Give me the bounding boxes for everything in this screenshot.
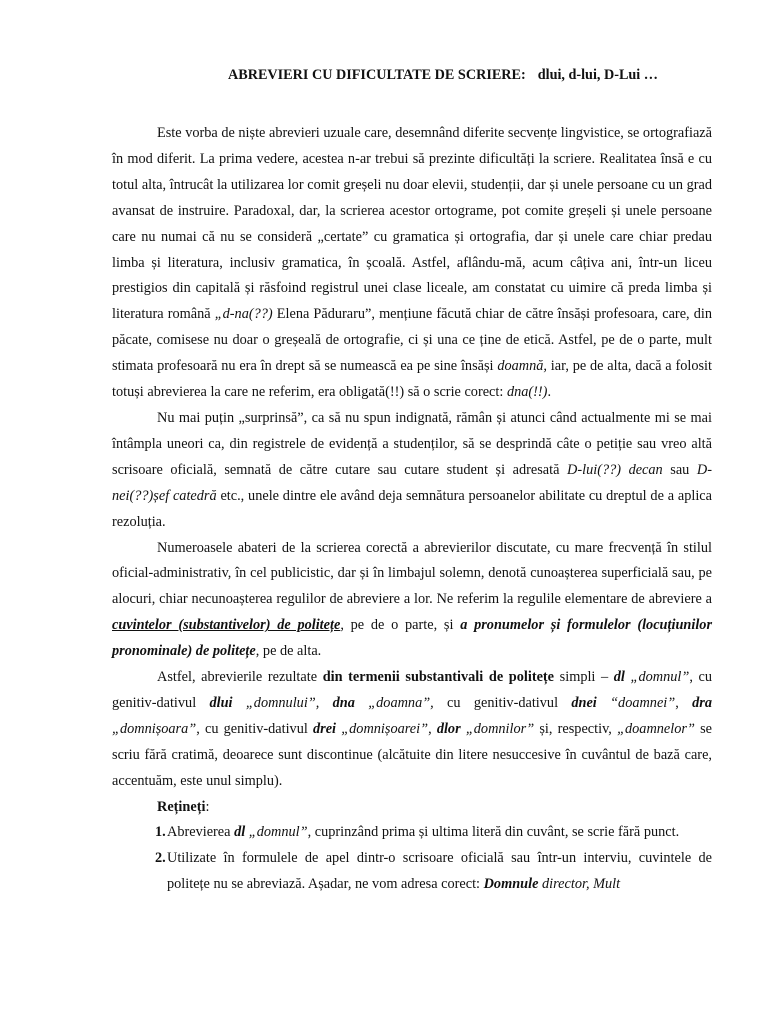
text: Elena Păduraru”, mențiune făcută chiar de către însăși profesoara, care, din păcate, comisese nu doar o greșeală de ortografie, ci și una ce ține de etică. Astfel, pe de o parte, mult stimata profesoară nu era în drept să se numească ea pe sine însăși [112, 306, 712, 375]
text: și, respectiv, [534, 720, 618, 737]
italic-text: dna(!!) [506, 384, 548, 401]
text: . [547, 384, 552, 401]
text: , [428, 720, 437, 737]
italic-text: „domnul” [245, 824, 308, 841]
paragraph-2 [112, 406, 712, 536]
text: cu genitiv-dativul [433, 694, 572, 711]
list-number: 1. [155, 824, 166, 841]
list-item [112, 846, 712, 898]
italic-text: “doamnei” [596, 694, 676, 711]
text: , cuprinzând prima și ultima literă din cuvânt, se scrie fără punct. [307, 824, 680, 841]
text: etc., unele dintre ele având deja semnătura persoanelor abilitate cu dreptul de a aplica rezoluția. [112, 487, 712, 530]
retineti-heading [112, 795, 712, 821]
title-main: ABREVIERI CU DIFICULTATE DE SCRIERE: [228, 67, 526, 83]
bold-italic-text: dl [613, 669, 625, 686]
text: Nu mai puțin „surprinsă”, ca să nu spun indignată, rămân și atunci când actualmente mi se mai întâmpla uneori ca, din registrele de evidență a studenților, să se desprindă câte o petiție sau vreo altă scrisoare oficială, semnată de către cutare sau cutare student și adresată [112, 409, 712, 478]
text: simpli – [554, 669, 614, 686]
bold-italic-text: dlui [209, 694, 233, 711]
italic-text: doamnă, [497, 358, 547, 375]
text: , [675, 694, 693, 711]
italic-text: „doamna”, [354, 694, 434, 711]
text: Este vorba de niște abrevieri uzuale care, desemnând diferite secvențe lingvistice, se ortografiază în mod diferit. La prima vedere, acestea n-ar trebui să prezinte dificultăți la scriere. Realitatea însă e cu totul alta, întrucât la utilizarea lor comit greșeli nu doar elevii, studenții, dar și unele persoane cu un grad avansat de instruire. Paradoxal, dar, la scrierea acestor ortograme, pot comite greșeli și unele persoane care nu numai că nu se consideră „certate” cu gramatica și ortografia, dar și unele care chiar predau limba și literatura, inclusiv gramatica, în școală. Astfel, aflându-mă, acum câțiva ani, într-un liceu prestigios din capitală și răsfoind registrul unei clase liceale, am constatat cu uimire că preda limba și literatura română [112, 125, 712, 323]
text: Utilizate în formulele de apel dintr-o scrisoare oficială sau într-un interviu, cuvintele de politețe nu se abreviază. Așadar, ne vom adresa corect: [167, 850, 712, 893]
page-title [228, 67, 748, 84]
document-body [112, 121, 712, 898]
paragraph-1 [112, 121, 712, 406]
italic-text: „domnișoarei” [336, 720, 429, 737]
italic-text: „domnilor” [460, 720, 535, 737]
text: , pe de o parte, și [340, 617, 461, 634]
italic-text: director, Mult [538, 876, 621, 893]
bold-text: din termenii substantivali de politețe [322, 669, 555, 686]
text: sau [662, 461, 697, 478]
colon: : [205, 798, 210, 815]
text: Abrevierea [167, 824, 235, 841]
bold-italic-text: cuvintelor (substantivelor) de politețe [112, 617, 341, 634]
title-forms: dlui, d-lui, D-Lui … [537, 67, 658, 83]
list-number: 2. [155, 850, 166, 867]
bold-italic-text: dra [692, 694, 712, 711]
bold-italic-text: drei [313, 720, 337, 737]
bold-italic-text: a pronumelor și formulelor (locuțiunilor pronominale) de politețe [112, 617, 713, 660]
italic-text: „domnișoara” [112, 720, 197, 737]
text: , cu genitiv-dativul [196, 720, 313, 737]
bold-italic-text: dl [234, 824, 246, 841]
italic-text: „d-na(??) [214, 306, 273, 323]
text: iar, pe de alta, dacă a folosit totuși abrevierea la care ne referim, era obligată(!!) să o scrie corect: [112, 358, 713, 401]
text: Astfel, abrevierile rezultate [157, 669, 323, 686]
bold-italic-text: dlor [436, 720, 461, 737]
paragraph-3 [112, 536, 712, 666]
bold-italic-text: dnei [571, 694, 597, 711]
bold-italic-text: dna [332, 694, 355, 711]
bold-italic-text: Domnule [483, 876, 539, 893]
italic-text: „doamnelor” [617, 720, 695, 737]
retineti-label: Rețineți [157, 798, 206, 815]
italic-text: D-nei(??)șef catedră [112, 461, 712, 504]
text: , cu genitiv-dativul [112, 669, 712, 711]
text: se scriu fără cratimă, deoarece sunt discontinue (alcătuite din litere nesuccesive în cuvântul de bază care, accentuăm, este unul simplu). [112, 720, 713, 789]
list-item [112, 820, 712, 846]
text: , pe de alta. [255, 643, 322, 660]
italic-text: D-lui(??) decan [567, 461, 663, 478]
italic-text: „domnului”, [232, 694, 333, 711]
text: Numeroasele abateri de la scrierea corectă a abrevierilor discutate, cu mare frecvență în stilul oficial-administrativ, în cel publicistic, dar și în limbajul solemn, denotă cunoașterea superficială sau, pe alocuri, chiar necunoașterea regulilor de abreviere a lor. Ne referim la regulile elementare de abreviere a [112, 539, 712, 608]
italic-text: „domnul” [624, 669, 690, 686]
paragraph-4 [112, 665, 712, 795]
